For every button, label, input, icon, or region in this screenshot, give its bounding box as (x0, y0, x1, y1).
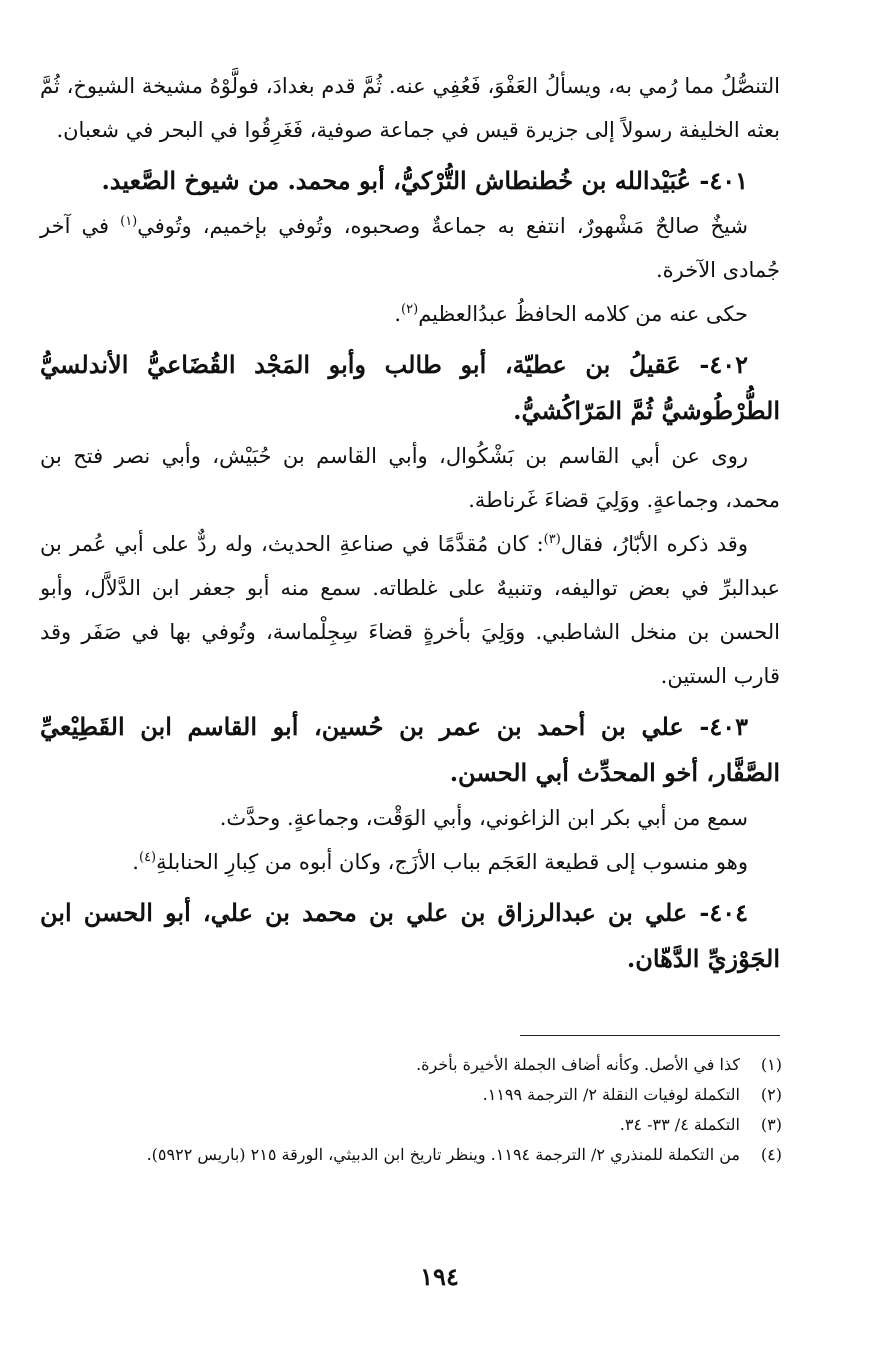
footnote-text: التكملة ٤/ ٣٣- ٣٤. (619, 1115, 740, 1134)
main-text (40, 64, 780, 982)
footnote-item (40, 1050, 782, 1080)
footnote-number: (١) (760, 1055, 782, 1074)
footnote-number: (٣) (760, 1115, 782, 1134)
entry-403-p2-text-end: . (132, 850, 139, 874)
entry-403-p2-text: وهو منسوب إلى قطيعة العَجَم بباب الأزَج، وكان أبوه من كِبارِ الحنابلةِ (156, 850, 748, 874)
entry-401-p1-text: شيخٌ صالحٌ مَشْهورٌ، انتفع به جماعةٌ وصحبوه، وتُوفي بإخميم، وتُوفي (137, 214, 748, 238)
entry-401-paragraph-2 (40, 292, 780, 336)
footnote-number: (٢) (760, 1085, 782, 1104)
footnote-text: من التكملة للمنذري ٢/ الترجمة ١١٩٤. وينظر تاريخ ابن الدبيثي، الورقة ٢١٥ (باريس ٥٩٢٢). (146, 1145, 740, 1164)
footnote-ref-4: (٤) (138, 850, 157, 865)
intro-paragraph: التنصُّلُ مما رُمي به، ويسألُ العَفْوَ، فَعُفِي عنه. ثُمَّ قدم بغدادَ، فولَّوْهُ مشيخة الشيوخ، ثُمَّ بعثه الخليفة رسولاً إلى جزيرة قيس في جماعة صوفية، فَغَرِقُوا في البحر في شعبان. (40, 74, 780, 142)
entry-402-p2-text: وقد ذكره الأبّارُ، فقال (560, 532, 748, 556)
footnote-item (40, 1080, 782, 1110)
entry-402-paragraph-2 (40, 522, 780, 698)
entry-401-p2-text: حكى عنه من كلامه الحافظُ عبدُالعظيم (418, 302, 748, 326)
footnote-item (40, 1140, 782, 1170)
footnote-number: (٤) (760, 1145, 782, 1164)
footnote-separator (520, 1035, 780, 1036)
entry-402-p2-text-end: : كان مُقدَّمًا في صناعةِ الحديث، وله ردٌّ على أبي عُمر بن عبدالبرِّ في بعض تواليفه، وتنبيهٌ على غلطاته. سمع منه أبو جعفر ابن الدَّلاَّل، وأبو الحسن بن منخل الشاطبي. ووَلِيَ بأخرةٍ قضاءَ سِجِلْماسة، وتُوفي بها في صَفَر وقد قارب الستين. (40, 532, 780, 688)
entry-403-heading: ٤٠٣- علي بن أحمد بن عمر بن حُسين، أبو القاسم ابن القَطِيْعيِّ الصَّفَّار، أخو المحدِّث أبي الحسن. (40, 712, 780, 787)
footnote-ref-1: (١) (120, 214, 138, 229)
entry-402-heading: ٤٠٢- عَقيلُ بن عطيّة، أبو طالب وأبو المَجْد القُضَاعيُّ الأندلسيُّ الطُّرْطُوشيُّ ثُمَّ المَرّاكُشيُّ. (40, 350, 780, 425)
footnote-ref-3: (٣) (543, 532, 561, 547)
footnote-text: كذا في الأصل. وكأنه أضاف الجملة الأخيرة بأخرة. (416, 1055, 740, 1074)
entry-401-heading: ٤٠١- عُبَيْدالله بن خُطنطاش التُّرْكيُّ، أبو محمد. من شيوخ الصَّعيد. (101, 166, 748, 195)
entry-401-p2-text-end: . (394, 302, 402, 326)
entry-401-p1-text-end: في آخر جُمادى الآخرة. (40, 214, 780, 282)
footnotes (40, 1050, 782, 1170)
entry-401-paragraph-1 (40, 204, 780, 292)
entry-402-paragraph-1: روى عن أبي القاسم بن بَشْكُوال، وأبي القاسم بن حُبَيْش، وأبي نصر فتح بن محمد، وجماعةٍ. ووَلِيَ قضاءَ غَرناطة. (40, 444, 780, 512)
page-number: ١٩٤ (420, 1262, 459, 1291)
footnote-item (40, 1110, 782, 1140)
footnote-text: التكملة لوفيات النقلة ٢/ الترجمة ١١٩٩. (482, 1085, 740, 1104)
entry-404-heading: ٤٠٤- علي بن عبدالرزاق بن علي بن محمد بن علي، أبو الحسن ابن الجَوْزيِّ الدَّهّان. (40, 898, 780, 973)
entry-403-paragraph-2 (40, 840, 780, 884)
entry-403-paragraph-1: سمع من أبي بكر ابن الزاغوني، وأبي الوَقْت، وجماعةٍ. وحدَّث. (219, 806, 748, 830)
footnote-ref-2: (٢) (401, 302, 419, 317)
